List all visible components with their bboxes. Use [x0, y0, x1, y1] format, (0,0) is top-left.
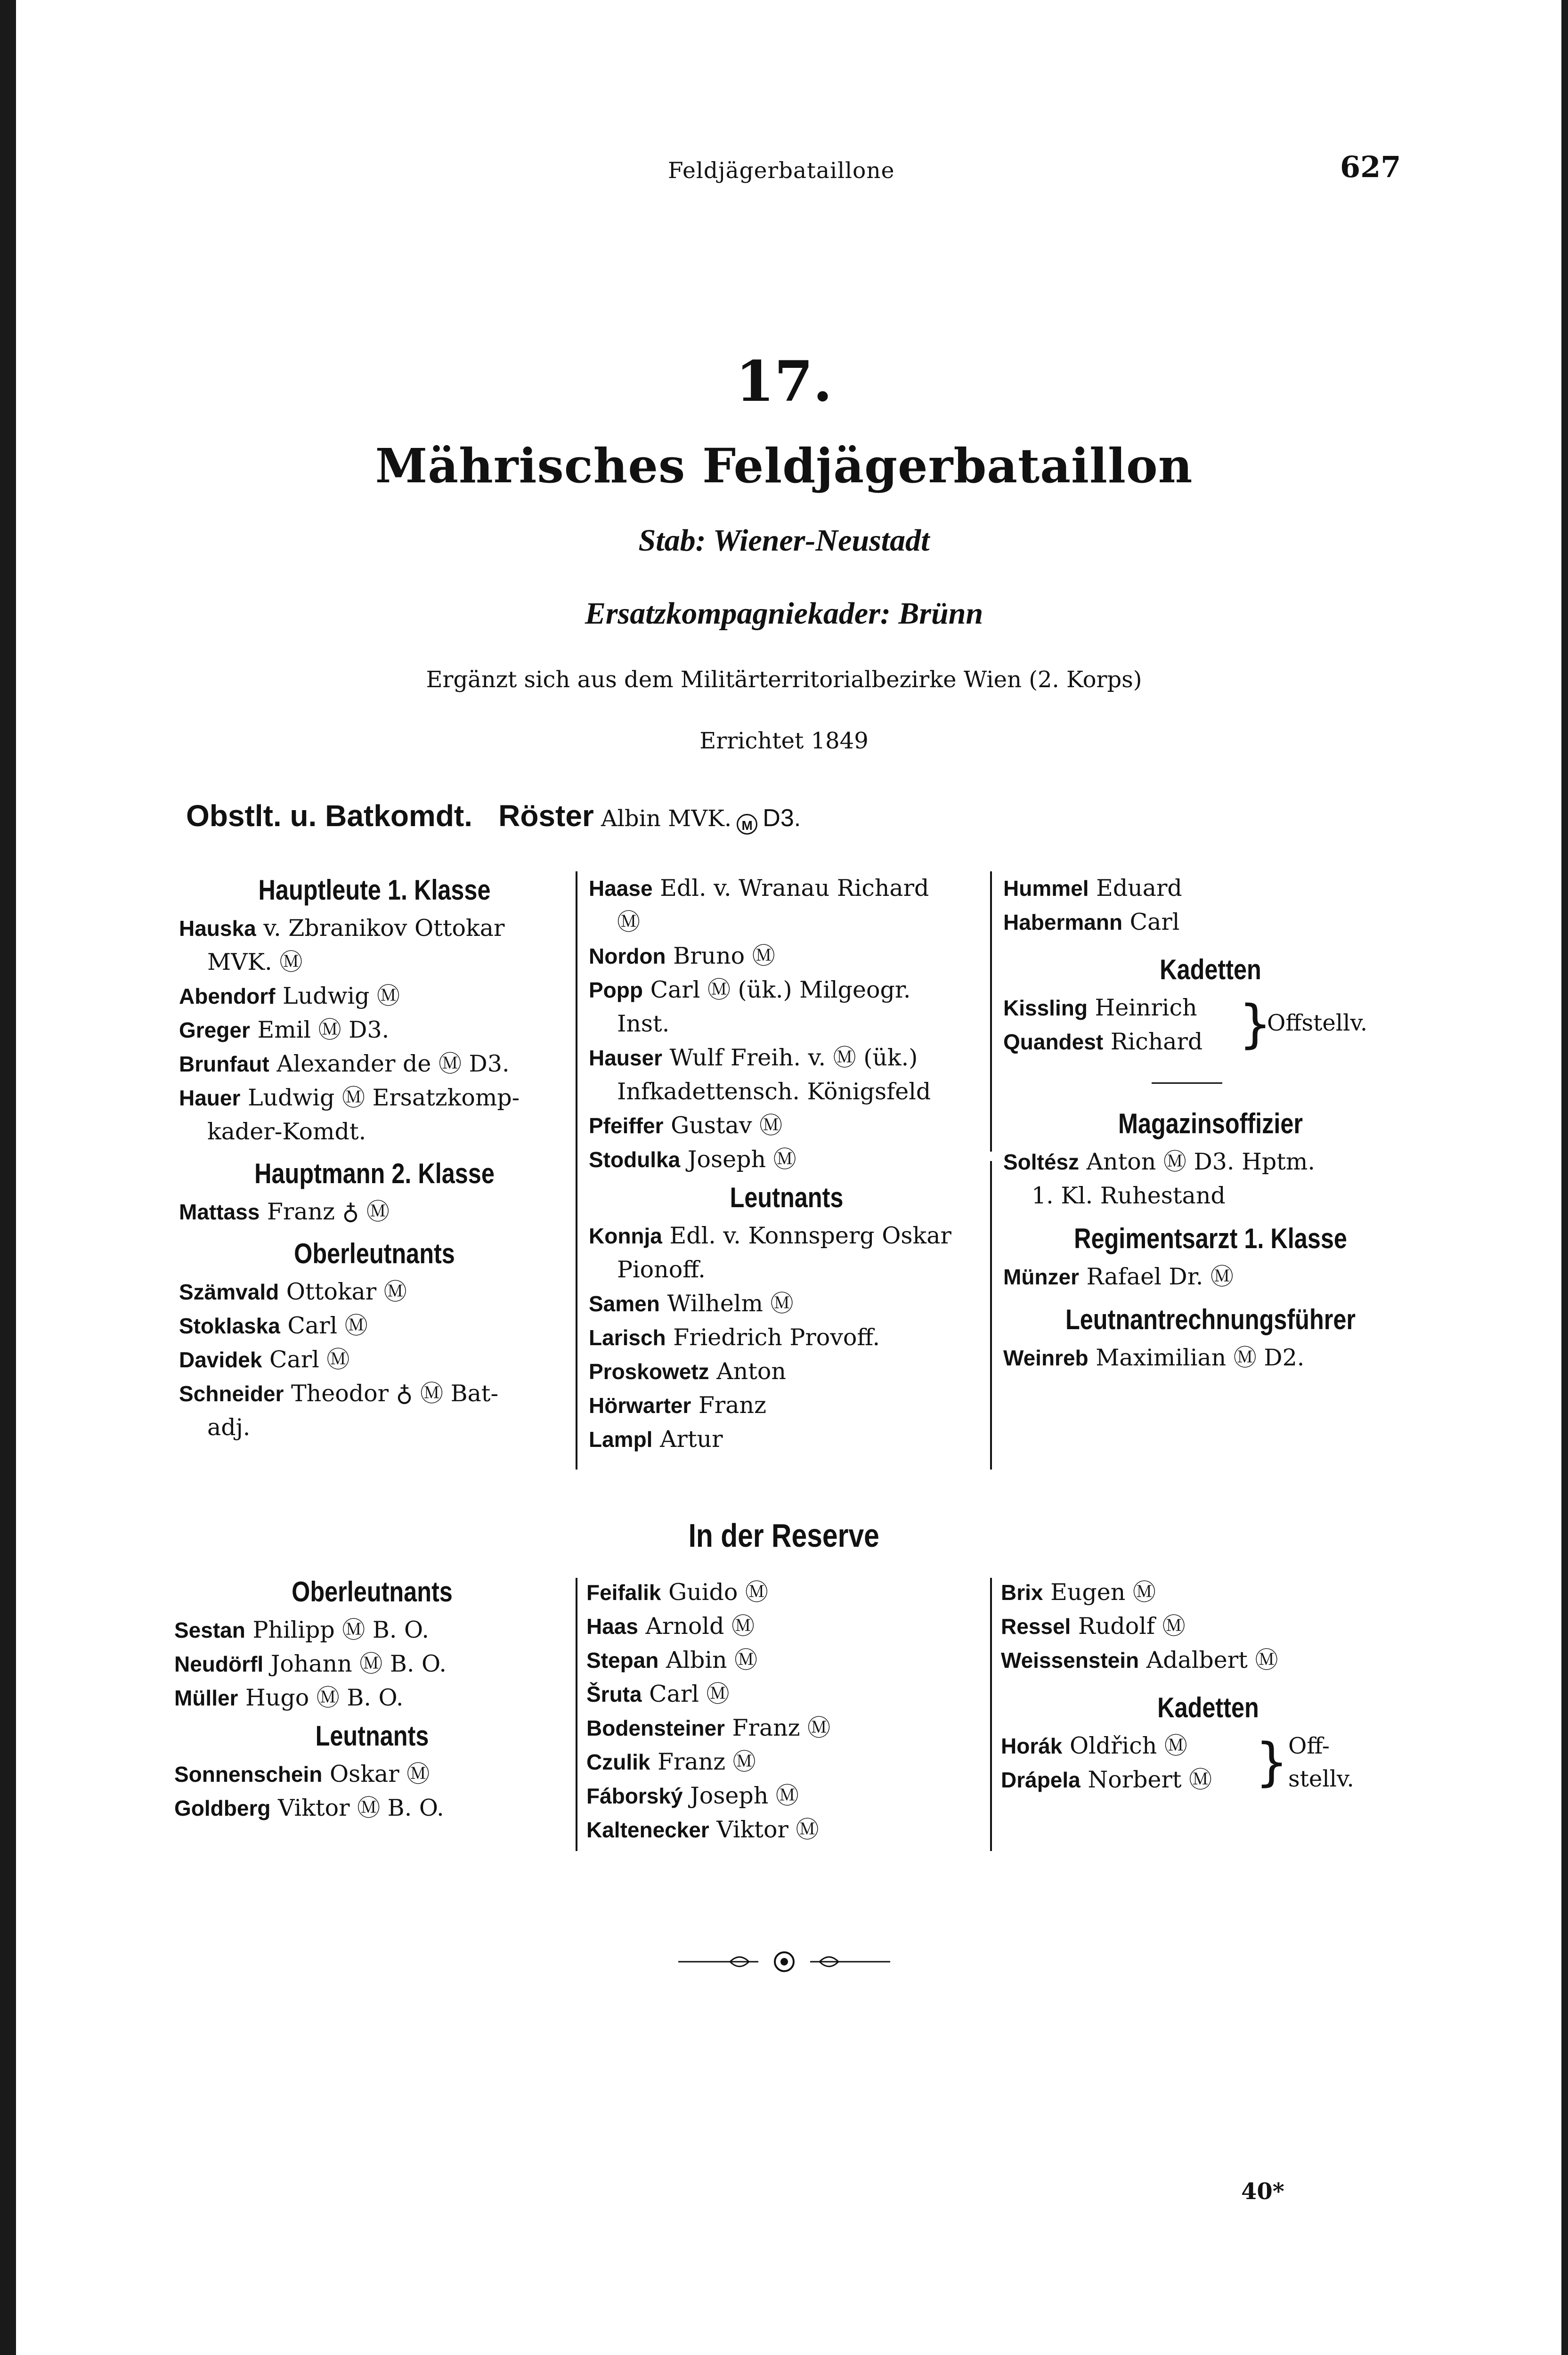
- person-details: Joseph Ⓜ: [690, 1782, 799, 1809]
- person-details: Ludwig Ⓜ: [283, 983, 400, 1009]
- list-item: [1003, 871, 1418, 905]
- commander-name: Röster: [498, 799, 594, 833]
- running-head: Feldjägerbataillone: [668, 158, 895, 184]
- ornament-divider-icon: [678, 1948, 890, 1976]
- person-details: 1. Kl. Ruhestand: [1032, 1182, 1226, 1209]
- list-item: [174, 1757, 570, 1791]
- person-details: Eugen Ⓜ: [1050, 1579, 1156, 1606]
- active-column-1: [179, 869, 570, 1445]
- person-surname: Kissling: [1003, 996, 1088, 1020]
- list-item: [179, 1195, 570, 1229]
- person-details: Carl Ⓜ: [269, 1346, 350, 1373]
- person-surname: Hauska: [179, 916, 256, 941]
- list-item: [174, 1681, 570, 1715]
- person-surname: Goldberg: [174, 1796, 271, 1820]
- person-surname: Greger: [179, 1018, 250, 1042]
- reserve-divider-2: [990, 1578, 992, 1851]
- person-surname: Drápela: [1001, 1768, 1081, 1792]
- errichtet-line: Errichtet 1849: [699, 728, 869, 754]
- person-details: Norbert Ⓜ: [1088, 1766, 1212, 1793]
- reserve-heading-wrap: [0, 1514, 1568, 1557]
- person-surname: Haas: [586, 1614, 638, 1639]
- list-item: [1001, 1575, 1415, 1609]
- person-details: Carl Ⓜ (ük.) Milgeogr.: [650, 976, 911, 1003]
- person-surname: Lampl: [589, 1427, 653, 1452]
- person-surname: Stepan: [586, 1648, 659, 1673]
- list-item: [1001, 1643, 1415, 1677]
- commander-first: Albin MVK.: [601, 805, 732, 832]
- list-item: [1003, 905, 1418, 939]
- person-details: Heinrich: [1095, 994, 1197, 1021]
- reserve-kadetten-note-2: stellv.: [1288, 1766, 1354, 1792]
- person-surname: Bodensteiner: [586, 1716, 725, 1740]
- reserve-heading: In der Reserve: [688, 1517, 880, 1554]
- list-item: [179, 1013, 570, 1047]
- person-surname: Müller: [174, 1686, 238, 1710]
- heading-leutnants: Leutnants: [730, 1182, 844, 1213]
- list-item: [179, 1081, 570, 1115]
- person-details: Ludwig Ⓜ Ersatzkomp-: [247, 1084, 520, 1111]
- list-item: [586, 1813, 982, 1847]
- person-surname: Szämvald: [179, 1280, 279, 1304]
- list-item: [179, 945, 570, 979]
- kadetten-note: Offstellv.: [1267, 1010, 1368, 1036]
- person-surname: Habermann: [1003, 910, 1123, 934]
- person-details: Inst.: [617, 1010, 670, 1037]
- person-details: Oskar Ⓜ: [329, 1761, 430, 1787]
- person-details: Rudolf Ⓜ: [1078, 1613, 1186, 1640]
- list-item: [1003, 1145, 1418, 1179]
- person-surname: Haase: [589, 876, 653, 901]
- list-item: [589, 1219, 984, 1253]
- reserve-column-2: [586, 1575, 982, 1847]
- person-surname: Mattass: [179, 1200, 260, 1224]
- person-surname: Feifalik: [586, 1580, 661, 1605]
- list-item: [174, 1613, 570, 1647]
- person-details: Viktor Ⓜ B. O.: [278, 1795, 444, 1821]
- person-surname: Davidek: [179, 1348, 262, 1372]
- list-item: [589, 1355, 984, 1389]
- column-divider-2b: [990, 1161, 992, 1470]
- person-surname: Weissenstein: [1001, 1648, 1139, 1673]
- person-details: Viktor Ⓜ: [716, 1816, 819, 1843]
- person-details: Maximilian Ⓜ D2.: [1096, 1344, 1305, 1371]
- person-details: Oldřich Ⓜ: [1069, 1732, 1187, 1759]
- list-item: [589, 1253, 984, 1287]
- person-surname: Horák: [1001, 1734, 1063, 1758]
- list-item: [589, 1075, 984, 1109]
- person-details: Adalbert Ⓜ: [1146, 1647, 1278, 1673]
- person-details: Hugo Ⓜ B. O.: [245, 1684, 404, 1711]
- section-rule: [1152, 1082, 1222, 1084]
- person-surname: Hummel: [1003, 876, 1089, 901]
- list-item: [174, 1791, 570, 1825]
- list-item: [589, 1143, 984, 1177]
- commander-suffix: D3.: [763, 804, 801, 832]
- person-details: kader-Komdt.: [207, 1118, 366, 1145]
- person-details: adj.: [207, 1414, 251, 1441]
- list-item: [179, 1411, 570, 1445]
- person-surname: Neudörfl: [174, 1652, 264, 1676]
- list-item: [589, 1422, 984, 1456]
- page-number: 627: [1340, 150, 1401, 184]
- person-details: Guido Ⓜ: [668, 1579, 768, 1606]
- commander-rank: Obstlt. u. Batkomdt.: [186, 799, 472, 833]
- list-item: [589, 1007, 984, 1041]
- person-surname: Ressel: [1001, 1614, 1071, 1639]
- commander-line: [186, 798, 801, 835]
- person-details: Franz: [698, 1392, 766, 1419]
- person-details: Carl Ⓜ: [649, 1681, 730, 1707]
- person-surname: Weinreb: [1003, 1346, 1089, 1370]
- list-item: [589, 1041, 984, 1075]
- heading-rechnungsfuehrer: Leutnantrechnungsführer: [1065, 1304, 1356, 1335]
- reserve-column-3: [1001, 1575, 1415, 1797]
- person-details: Carl Ⓜ: [287, 1312, 368, 1339]
- person-surname: Schneider: [179, 1381, 284, 1406]
- person-details: Franz Ⓜ: [658, 1748, 756, 1775]
- person-surname: Quandest: [1003, 1030, 1104, 1054]
- person-details: Bruno Ⓜ: [673, 942, 775, 969]
- person-details: Albin Ⓜ: [666, 1647, 758, 1673]
- medal-icon: M: [737, 814, 757, 835]
- person-surname: Czulik: [586, 1750, 650, 1774]
- person-details: Friedrich Provoff.: [673, 1324, 880, 1351]
- person-details: Anton Ⓜ D3. Hptm.: [1086, 1148, 1315, 1175]
- list-item: [1001, 1729, 1415, 1763]
- reserve-kadetten-note-1: Off-: [1288, 1733, 1330, 1759]
- person-details: Eduard: [1096, 875, 1182, 901]
- list-item: [589, 1109, 984, 1143]
- person-details: Carl: [1129, 909, 1180, 935]
- person-details: Arnold Ⓜ: [645, 1613, 755, 1640]
- list-item: [1003, 1341, 1418, 1375]
- person-details: Wulf Freih. v. Ⓜ (ük.): [669, 1044, 918, 1071]
- person-details: Pionoff.: [617, 1256, 706, 1283]
- heading-hauptleute-1: Hauptleute 1. Klasse: [258, 874, 491, 906]
- person-surname: Münzer: [1003, 1265, 1079, 1289]
- person-details: Alexander de Ⓜ D3.: [276, 1050, 510, 1077]
- list-item: [1003, 1260, 1418, 1294]
- person-surname: Soltész: [1003, 1150, 1080, 1174]
- person-details: Gustav Ⓜ: [671, 1112, 783, 1139]
- person-details: Joseph Ⓜ: [687, 1146, 796, 1173]
- reserve-divider-1: [576, 1578, 577, 1851]
- list-item: [179, 911, 570, 945]
- heading-magazin: Magazinsoffizier: [1118, 1108, 1303, 1139]
- battalion-number: 17.: [735, 349, 833, 414]
- person-surname: Stodulka: [589, 1147, 681, 1172]
- person-surname: Proskowetz: [589, 1359, 709, 1384]
- person-details: Edl. v. Wranau Richard: [660, 875, 929, 901]
- person-details: Anton: [716, 1358, 786, 1385]
- list-item: [1003, 1179, 1418, 1213]
- list-item: [589, 1287, 984, 1321]
- list-item: [179, 979, 570, 1013]
- list-item: [179, 1309, 570, 1343]
- person-surname: Larisch: [589, 1325, 666, 1350]
- list-item: [589, 973, 984, 1007]
- list-item: [586, 1609, 982, 1643]
- list-item: [179, 1275, 570, 1309]
- list-item: [589, 905, 984, 939]
- reserve-column-1: [174, 1571, 570, 1825]
- person-details: Franz ♁ Ⓜ: [267, 1198, 390, 1225]
- brace-icon: }: [1239, 994, 1272, 1054]
- list-item: [179, 1377, 570, 1411]
- person-surname: Šruta: [586, 1682, 642, 1706]
- column-divider-1: [576, 871, 577, 1470]
- erganzt-line: Ergänzt sich aus dem Militärterritorialbezirke Wien (2. Korps): [426, 666, 1142, 693]
- person-surname: Kaltenecker: [586, 1818, 709, 1842]
- heading-hauptmann-2: Hauptmann 2. Klasse: [254, 1158, 495, 1189]
- active-column-2: [589, 871, 984, 1456]
- list-item: [586, 1643, 982, 1677]
- heading-regimentsarzt: Regimentsarzt 1. Klasse: [1074, 1223, 1347, 1254]
- person-surname: Stoklaska: [179, 1314, 280, 1338]
- list-item: [179, 1047, 570, 1081]
- person-surname: Brunfaut: [179, 1052, 269, 1076]
- signature-mark: 40*: [1241, 2178, 1284, 2205]
- person-details: v. Zbranikov Ottokar: [263, 915, 505, 942]
- person-surname: Hauser: [589, 1046, 662, 1070]
- list-item: [589, 871, 984, 905]
- list-item: [586, 1745, 982, 1779]
- person-surname: Fáborský: [586, 1784, 683, 1808]
- active-column-3: [1003, 871, 1418, 1375]
- stab-line: Stab: Wiener-Neustadt: [638, 523, 930, 558]
- person-details: Infkadettensch. Königsfeld: [617, 1078, 931, 1105]
- person-surname: Abendorf: [179, 984, 276, 1008]
- person-surname: Hörwarter: [589, 1393, 691, 1418]
- list-item: [174, 1647, 570, 1681]
- brace-icon: }: [1255, 1732, 1288, 1792]
- page-title: Mährisches Feldjägerbataillon: [375, 438, 1193, 494]
- person-details: Philipp Ⓜ B. O.: [252, 1616, 429, 1643]
- person-surname: Pfeiffer: [589, 1113, 664, 1138]
- person-details: Johann Ⓜ B. O.: [270, 1650, 447, 1677]
- person-details: Emil Ⓜ D3.: [257, 1016, 390, 1043]
- person-details: Richard: [1110, 1028, 1203, 1055]
- list-item: [1001, 1609, 1415, 1643]
- column-divider-2a: [990, 871, 992, 1152]
- person-details: Edl. v. Konnsperg Oskar: [669, 1222, 951, 1249]
- person-surname: Hauer: [179, 1086, 241, 1110]
- heading-oberleutnants: Oberleutnants: [294, 1238, 455, 1269]
- heading-kadetten: Kadetten: [1160, 954, 1261, 985]
- list-item: [179, 1115, 570, 1149]
- person-details: MVK. Ⓜ: [207, 949, 303, 975]
- list-item: [586, 1575, 982, 1609]
- person-surname: Brix: [1001, 1580, 1043, 1605]
- person-details: Wilhelm Ⓜ: [667, 1290, 794, 1317]
- person-details: Ⓜ: [617, 909, 641, 935]
- person-surname: Nordon: [589, 944, 666, 968]
- person-surname: Samen: [589, 1291, 660, 1316]
- person-surname: Popp: [589, 978, 643, 1002]
- reserve-heading-kadetten: Kadetten: [1157, 1692, 1259, 1723]
- person-surname: Sestan: [174, 1618, 245, 1642]
- reserve-heading-oberleutnants: Oberleutnants: [292, 1576, 453, 1608]
- person-surname: Konnja: [589, 1224, 662, 1248]
- list-item: [589, 1321, 984, 1355]
- list-item: [586, 1677, 982, 1711]
- person-details: Ottokar Ⓜ: [286, 1278, 407, 1305]
- person-details: Artur: [660, 1426, 723, 1453]
- reserve-heading-leutnants: Leutnants: [315, 1720, 429, 1752]
- person-details: Rafael Dr. Ⓜ: [1086, 1263, 1234, 1290]
- list-item: [589, 1389, 984, 1422]
- list-item: [179, 1343, 570, 1377]
- list-item: [586, 1711, 982, 1745]
- person-surname: Sonnenschein: [174, 1762, 323, 1787]
- list-item: [586, 1779, 982, 1813]
- ersatz-line: Ersatzkompagniekader: Brünn: [585, 596, 983, 631]
- list-item: [589, 939, 984, 973]
- person-details: Franz Ⓜ: [732, 1714, 831, 1741]
- person-details: Theodor ♁ Ⓜ Bat-: [291, 1380, 499, 1407]
